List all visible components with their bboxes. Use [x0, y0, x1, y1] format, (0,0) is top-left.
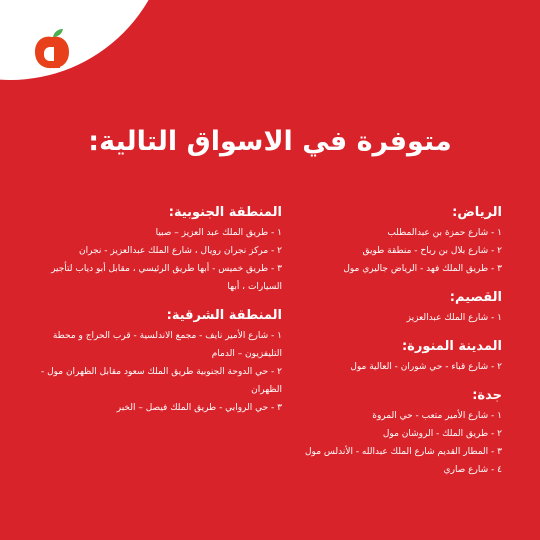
list-item: ٢ - طريق الملك - الروشان مول	[382, 429, 502, 439]
region-title: المدينة المنورة:	[401, 339, 502, 354]
left-column	[32, 204, 282, 428]
region-madinah	[297, 338, 502, 376]
list-item: ٣ - طريق خميس - أبها طريق الرئيسي ، مقابل أبو دياب لتأجير السيارات ، أبها	[51, 264, 282, 292]
list-item: ٢ - مركز نجران رويال ، شارع الملك عبدالعزيز - نجران	[79, 246, 282, 256]
list-item: ٢ - حي الدوحة الجنوبية طريق الملك سعود مقابل الظهران مول - الظهران	[40, 367, 282, 395]
region-title: المنطقة الجنوبية:	[168, 205, 282, 220]
region-title: القصيم:	[449, 290, 502, 305]
list-item: ١ - شارع الأمير نايف - مجمع الاندلسية - قرب الحراج و محطة التليفزيون – الدمام	[52, 331, 282, 359]
apple-logo-icon	[29, 27, 75, 73]
list-item: ١ - شارع حمزة بن عبدالمطلب	[387, 228, 502, 238]
list-item: ٣ - حي الروابي - طريق الملك فيصل – الخبر	[116, 403, 282, 413]
list-item: ٢ - شارع بلال بن رباح - منطقة طويق	[362, 246, 502, 256]
region-jeddah	[297, 387, 502, 479]
region-title: المنطقة الشرقية:	[166, 308, 282, 323]
region-east	[32, 307, 282, 417]
corner-decoration	[0, 0, 170, 80]
region-qassim	[297, 289, 502, 327]
list-item: ١ - شارع الأمير متعب - حي المروة	[372, 411, 502, 421]
list-item: ١ - شارع الملك عبدالعزيز	[406, 313, 502, 323]
list-item: ٢ - شارع قباء - حي شوران - العالية مول	[350, 362, 502, 372]
list-item: ٤ - شارع صاري	[443, 465, 502, 475]
page-title: متوفرة في الاسواق التالية:	[88, 126, 452, 157]
list-item: ٣ - المطار القديم شارع الملك عبدالله - الأندلس مول	[305, 447, 502, 457]
list-item: ١ - طريق الملك عبد العزيز – صبيا	[155, 228, 282, 238]
region-title: جدة:	[472, 388, 502, 403]
right-column	[297, 204, 502, 490]
region-title: الرياض:	[452, 205, 502, 220]
list-item: ٣ - طريق الملك فهد - الرياض جاليري مول	[343, 264, 502, 274]
region-riyadh	[297, 204, 502, 278]
region-south	[32, 204, 282, 296]
